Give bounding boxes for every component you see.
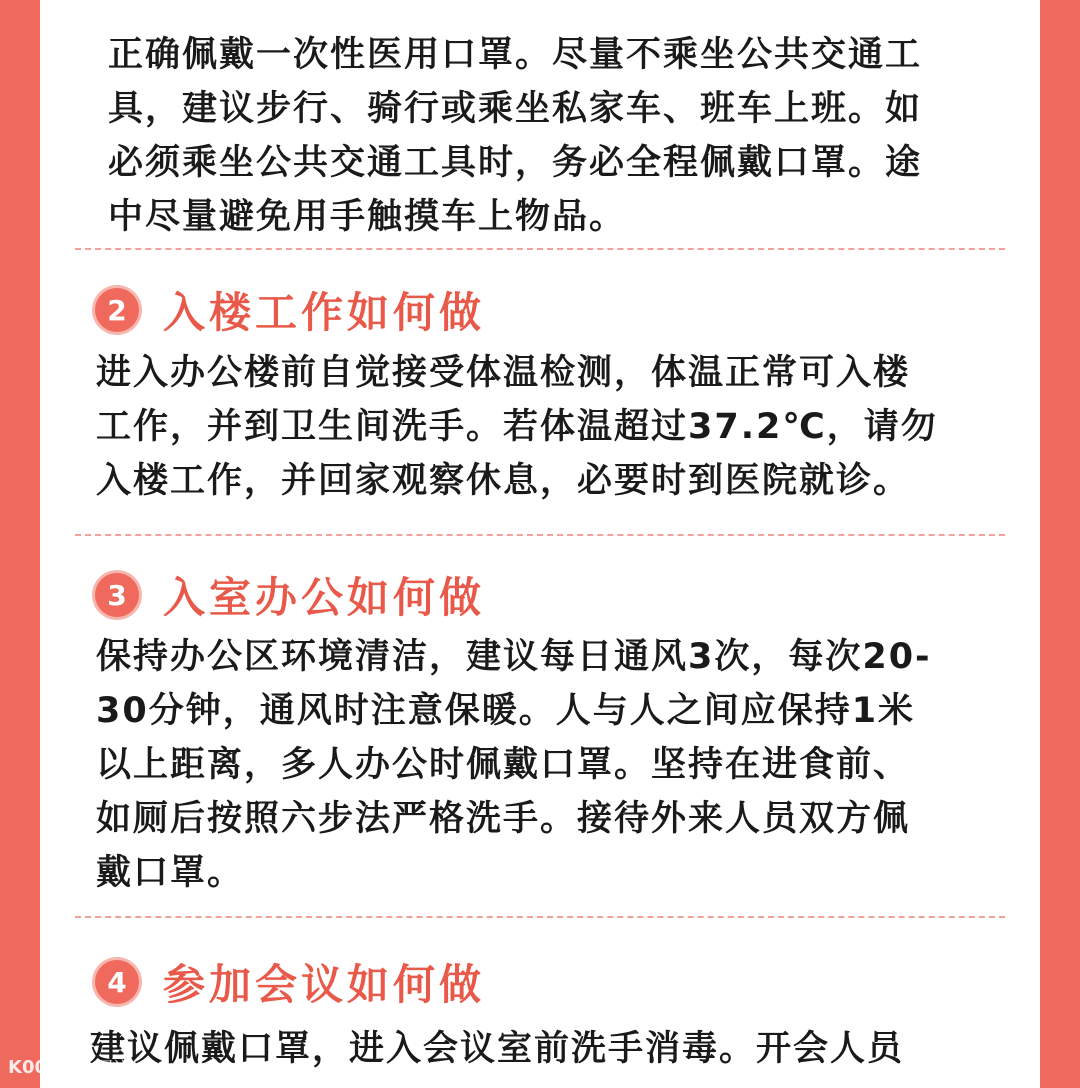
section-2-title: 入楼工作如何做 <box>163 288 486 337</box>
intro-paragraph: 正确佩戴一次性医用口罩。尽量不乘坐公共交通工 具，建议步行、骑行或乘坐私家车、班车上班。如 必须乘坐公共交通工具时，务必全程佩戴口罩。途 中尽量避免用手触摸车上物品。 <box>108 35 923 237</box>
section-2-paragraph: 进入办公楼前自觉接受体温检测，体温正常可入楼 工作，并到卫生间洗手。若体温超过37.2℃，请勿 入楼工作，并回家观察休息，必要时到医院就诊。 <box>96 353 938 501</box>
number-3-icon: 3 <box>95 573 139 617</box>
watermark-text: 大数据道 <box>53 1057 133 1081</box>
content-card <box>40 0 1040 1088</box>
section-4-heading <box>95 952 485 1012</box>
section-2-heading <box>95 280 485 340</box>
number-4-icon: 4 <box>95 960 139 1004</box>
section-4-title: 参加会议如何做 <box>163 960 486 1009</box>
section-3-heading <box>95 565 485 625</box>
section-3-title: 入室办公如何做 <box>163 573 486 622</box>
watermark-logo: K00 <box>8 1057 47 1078</box>
section-4-paragraph: 建议佩戴口罩，进入会议室前洗手消毒。开会人员 <box>90 1029 905 1069</box>
section-3-paragraph: 保持办公区环境清洁，建议每日通风3次，每次20- 30分钟，通风时注意保暖。人与人之间应保持1米 以上距离，多人办公时佩戴口罩。坚持在进食前、 如厕后按照六步法严格洗手。接待外来人员双方佩 戴口罩。 <box>96 637 932 893</box>
section-divider <box>75 916 1005 918</box>
watermark <box>8 1053 133 1082</box>
section-divider <box>75 534 1005 536</box>
section-divider <box>75 248 1005 250</box>
number-2-icon: 2 <box>95 288 139 332</box>
